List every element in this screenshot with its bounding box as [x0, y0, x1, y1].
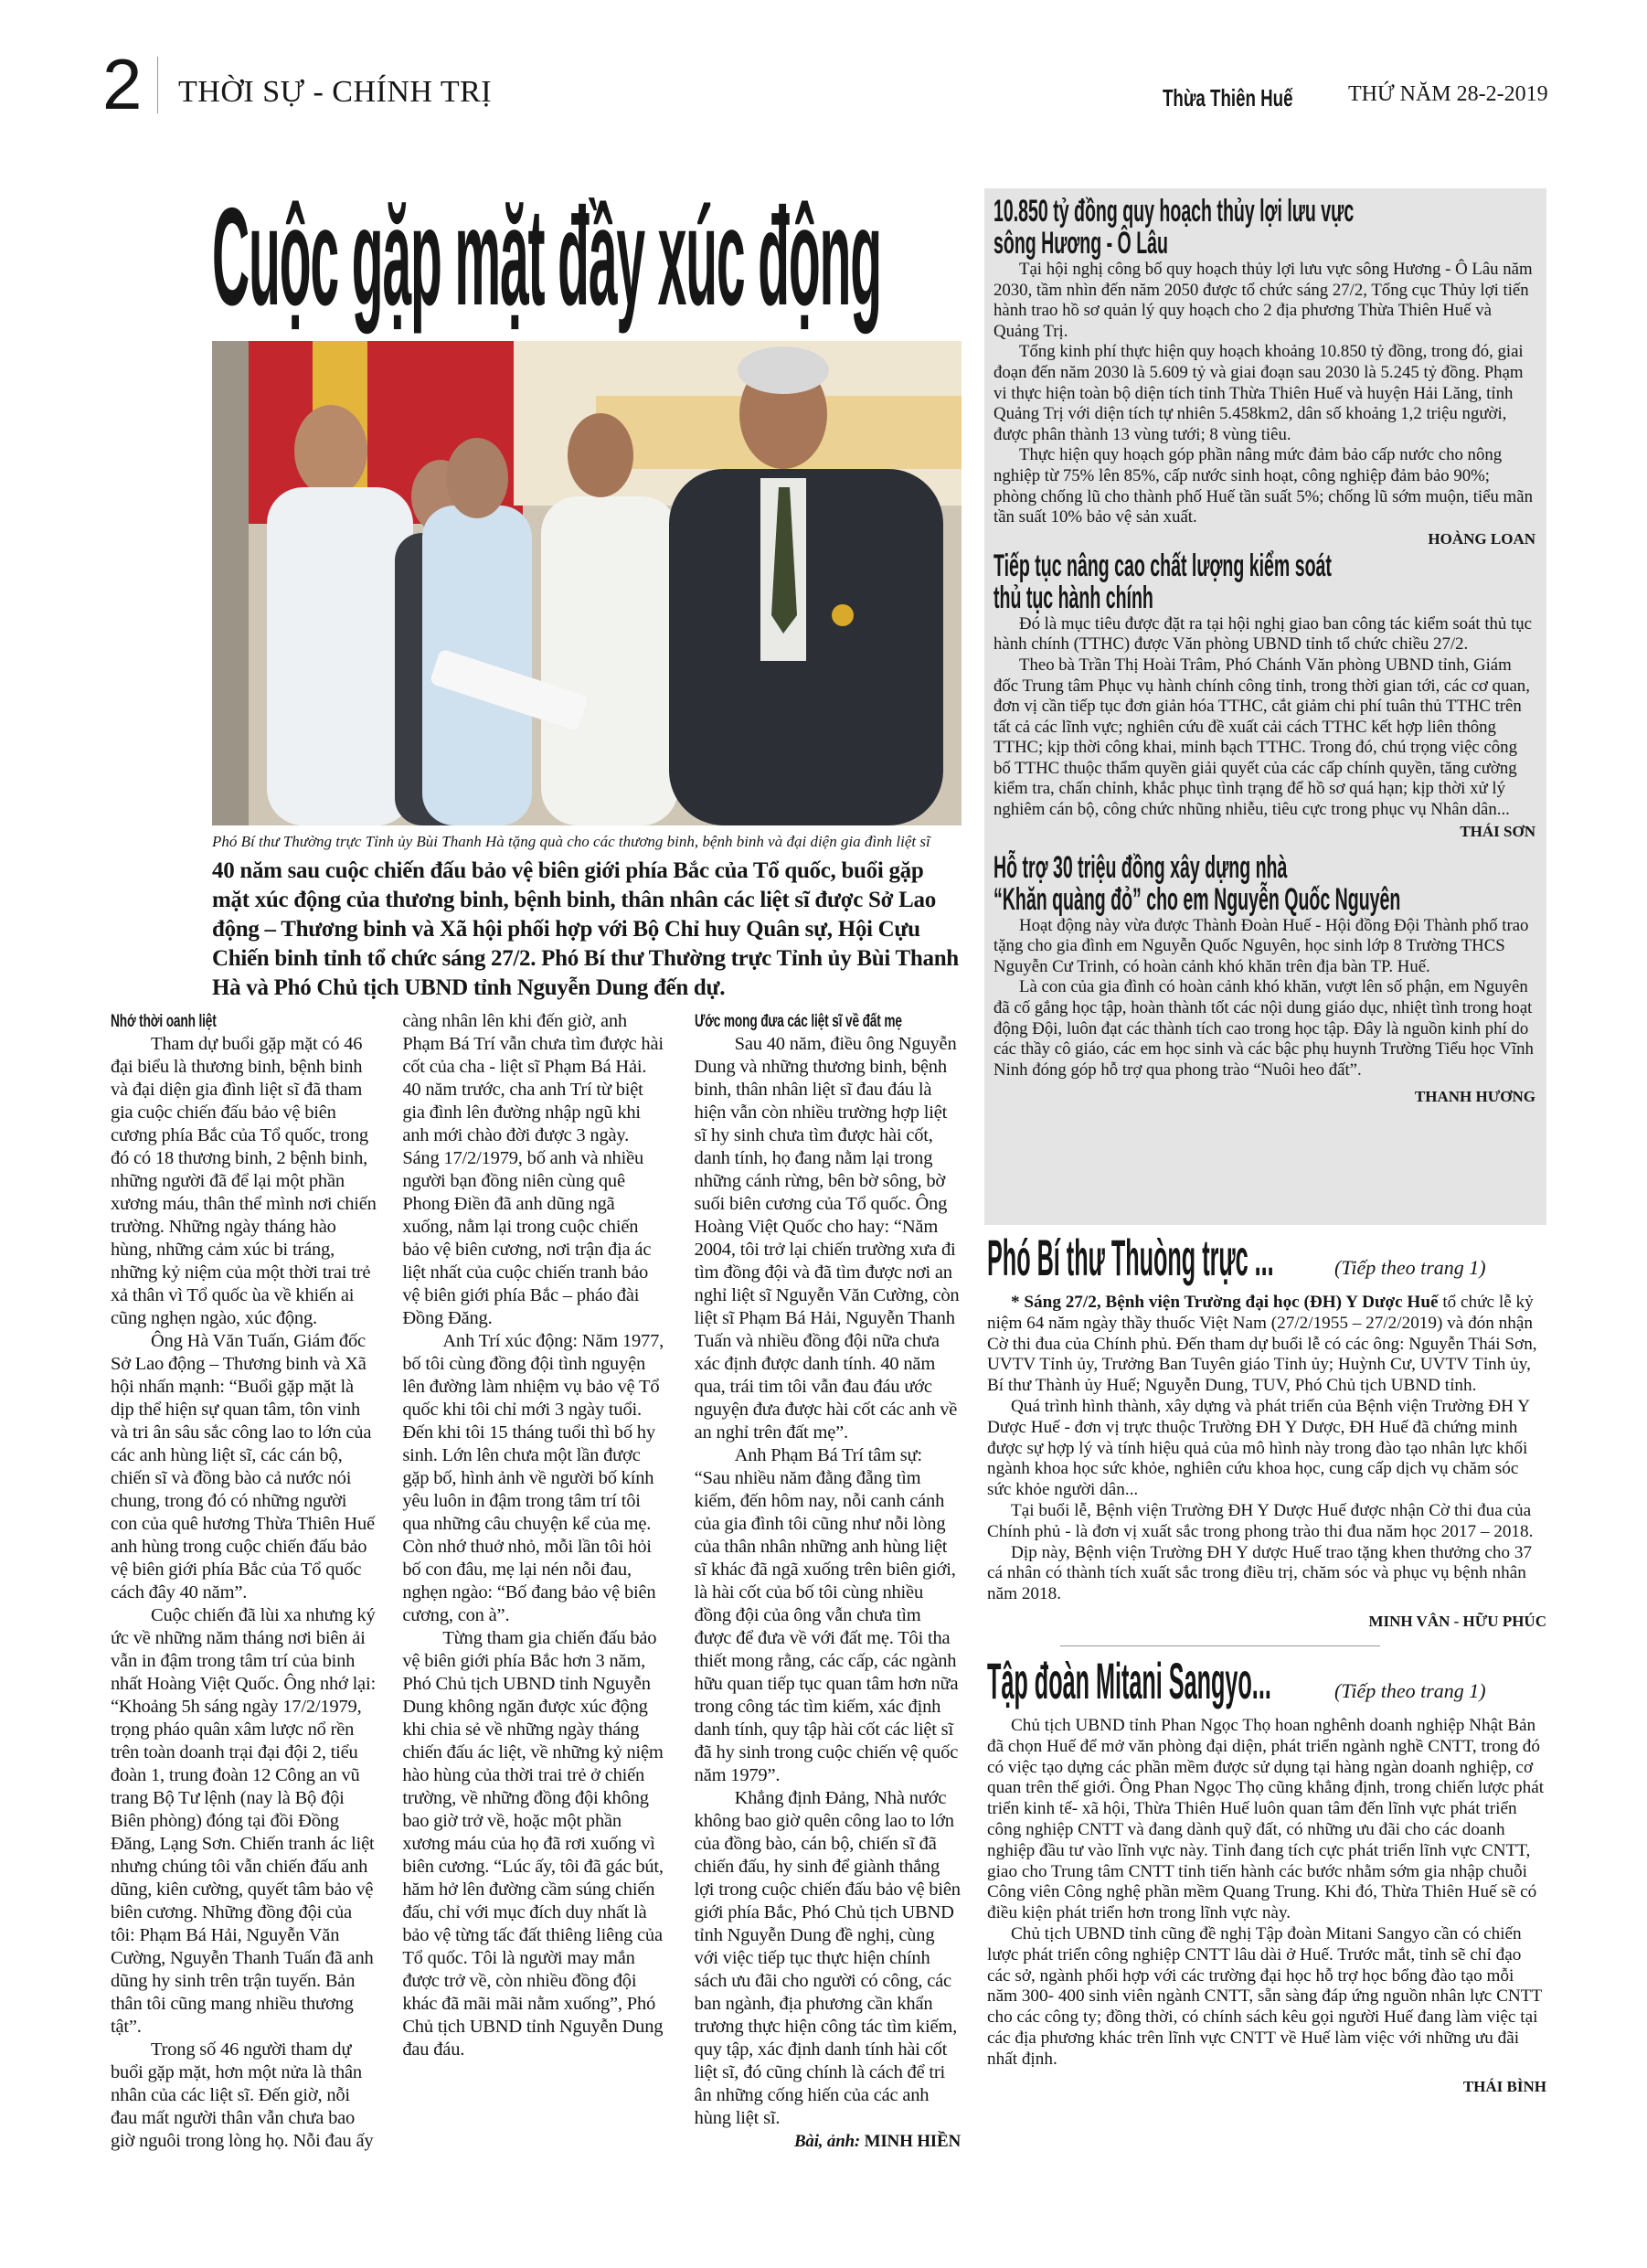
- article-byline: [695, 2130, 961, 2154]
- continued-headline: [987, 1651, 1334, 1709]
- page-number: 2: [102, 44, 143, 124]
- paragraph: Cuộc chiến đã lùi xa nhưng ký ức về những năm tháng nơi biên ải vẫn in đậm trong tâm trí của binh nhất Hoàng Việt Quốc. Ông nhớ lại: “Khoảng 5h sáng ngày 17/2/1979, trọng pháo quân xâm lược nổ rền trên toàn doanh trại đại đội 2, tiểu đoàn 1, trung đoàn 12 Công an vũ trang Bộ Tư lệnh (nay là Bộ đội Biên phòng) đóng tại đồi Đồng Đăng, Lạng Sơn. Chiến tranh ác liệt nhưng chúng tôi vẫn chiến đấu anh dũng, kiên cường, quyết tâm bảo vệ biên cương. Những đồng đội của tôi: Phạm Bá Hải, Nguyễn Văn Cường, Nguyễn Thanh Tuấn đã anh dũng hy sinh trên trận tuyến. Bản thân tôi cũng mang nhiều thương tật”.: [111, 1605, 376, 2037]
- article-body: [111, 1010, 961, 2154]
- right-column: [984, 188, 1546, 2098]
- paragraph: Anh Phạm Bá Trí tâm sự: “Sau nhiều năm đằng đẵng tìm kiếm, đến hôm nay, nỗi canh cánh của gia đình tôi cũng như nỗi lòng của thân nhân những anh hùng liệt sĩ khác đã ngã xuống trên biên giới, là hài cốt của bố tôi cùng nhiều đồng đội của ông vẫn chưa tìm được để đưa về với đất mẹ. Tôi tha thiết mong rằng, các cấp, các ngành hữu quan tiếp tục quan tâm hơn nữa trong công tác tìm kiếm, xác định danh tính, quy tập hài cốt các liệt sĩ đã hy sinh trong cuộc chiến vệ quốc năm 1979”.: [694, 1445, 959, 1785]
- byline-prefix: Bài, ảnh:: [793, 2132, 861, 2151]
- subhead-text: Nhớ thời oanh liệt: [111, 1012, 217, 1031]
- brief-title: [994, 849, 1535, 917]
- title-line: 10.850 tỷ đồng quy hoạch thủy lợi lưu vực: [994, 194, 1355, 229]
- paragraph: Hoạt động này vừa được Thành Đoàn Huế - Hội đồng Đội Thành phố trao tặng cho gia đình em Nguyễn Quốc Nguyên, học sinh lớp 8 Trường THCS Nguyễn Cư Trinh, có hoàn cảnh khó khăn trên địa bàn TP. Huế.: [994, 915, 1529, 976]
- title-line: sông Hương - Ô Lâu: [994, 226, 1168, 261]
- paragraph: Anh Trí xúc động: Năm 1977, bố tôi cùng đồng đội tình nguyện lên đường làm nhiệm vụ bảo vệ Tổ quốc khi tôi chỉ mới 3 ngày tuổi. Đến khi tôi 15 tháng tuổi thì bố hy sinh. Lớn lên chưa một lần được gặp bố, hình ảnh về người bố kính yêu luôn in đậm trong tâm trí tôi qua những câu chuyện kể của mẹ. Còn nhớ thuở nhỏ, mỗi lần tôi hỏi bố con đâu, mẹ lại nén nỗi đau, nghẹn ngào: “Bố đang bảo vệ biên cương, con à”.: [402, 1331, 664, 1625]
- subhead: [695, 1010, 961, 1033]
- photo-caption: Phó Bí thư Thường trực Tỉnh ủy Bùi Thanh Hà tặng quà cho các thương binh, bệnh binh và đại diện gia đình liệt sĩ: [212, 833, 930, 850]
- brief-author: THANH HƯƠNG: [1414, 1088, 1535, 1106]
- header-divider: [157, 57, 158, 113]
- main-article-flow: [111, 832, 965, 2154]
- continued-note: (Tiếp theo trang 1): [1334, 1256, 1486, 1279]
- continued-body: [987, 1716, 1546, 2071]
- paragraph: Dịp này, Bệnh viện Trường ĐH Y dược Huế trao tặng khen thưởng cho 37 cá nhân có thành tích xuất sắc trong điều trị, chăm sóc và phục vụ bệnh nhân năm 2018.: [987, 1542, 1533, 1604]
- brief-article: [994, 849, 1535, 1109]
- news-brief-box: [984, 188, 1546, 1225]
- paragraph: Đó là mục tiêu được đặt ra tại hội nghị giao ban công tác kiểm soát thủ tục hành chính (TTHC) được Văn phòng UBND tỉnh tổ chức chiều 27/2.: [994, 613, 1532, 655]
- lead-bold: * Sáng 27/2, Bệnh viện Trường đại học (ĐH) Y Dược Huế: [1011, 1293, 1439, 1312]
- continued-headline-text: Tập đoàn Mitani Sangyo...: [987, 1651, 1271, 1709]
- title-line: thủ tục hành chính: [994, 580, 1153, 615]
- brief-body: [994, 614, 1535, 821]
- continued-title: [987, 1651, 1546, 1709]
- continued-headline: [987, 1230, 1334, 1285]
- continued-article: [987, 1651, 1546, 2098]
- brief-author: HOÀNG LOAN: [1428, 529, 1535, 548]
- continued-note: (Tiếp theo trang 1): [1334, 1678, 1486, 1702]
- continued-body: [987, 1293, 1546, 1605]
- brief-title: [994, 196, 1535, 260]
- main-headline: Cuộc gặp mặt đầy xúc động: [212, 179, 881, 335]
- photo-illustration: [212, 341, 962, 825]
- continued-author: MINH VÂN - HỮU PHÚC: [1368, 1612, 1546, 1630]
- brief-author: THÁI SƠN: [1460, 822, 1535, 840]
- paragraph: Trong số 46 người tham dự buổi gặp mặt, hơn một nửa là thân nhân của các liệt sĩ. Đến giờ, nỗi đau mất người thân vẫn chưa bao giờ nguôi trong lòng họ. Nỗi đau ấy càng nhân lên khi đến giờ, anh Phạm Bá Trí vẫn chưa tìm được hài cốt của cha - liệt sĩ Phạm Bá Hải. 40 năm trước, cha anh Trí từ biệt gia đình lên đường nhập ngũ khi anh mới chào đời được 3 ngày. Sáng 17/2/1979, bố anh và nhiều người bạn đồng niên cùng quê Phong Điền đã anh dũng ngã xuống, nằm lại trong cuộc chiến bảo vệ biên cương, nơi trận địa ác liệt nhất của cuộc chiến tranh bảo vệ biên giới phía Bắc – pháo đài Đồng Đăng.: [111, 1011, 664, 2151]
- continued-headline-text: Phó Bí thư Thuòng trực ...: [987, 1229, 1274, 1286]
- continued-title: [987, 1230, 1546, 1285]
- paragraph: Tại buổi lễ, Bệnh viện Trường ĐH Y Dược Huế được nhận Cờ thi đua của Chính phủ - là đơn vị xuất sắc trong phong trào thi đua năm học 2017 – 2018.: [987, 1500, 1534, 1541]
- brief-body: [994, 916, 1535, 1081]
- brief-title: [994, 550, 1535, 614]
- brief-body: [994, 260, 1535, 528]
- paragraph: Tham dự buổi gặp mặt có 46 đại biểu là thương binh, bệnh binh và đại diện gia đình liệt sĩ đã tham gia cuộc chiến đấu bảo vệ biên cương phía Bắc của Tổ quốc, trong đó có 18 thương binh, 2 bệnh binh, những người đã để lại một phần xương máu, thân thể mình nơi chiến trường. Những ngày tháng hào hùng, những cảm xúc bi tráng, những kỷ niệm của một thời trai trẻ xả thân vì Tổ quốc ùa về khiến ai cũng nghẹn ngào, xúc động.: [111, 1034, 377, 1328]
- continued-article: [987, 1230, 1546, 1633]
- subhead-text: Ước mong đưa các liệt sĩ về đất mẹ: [694, 1012, 902, 1031]
- paragraph: Theo bà Trần Thị Hoài Trâm, Phó Chánh Văn phòng UBND tỉnh, Giám đốc Trung tâm Phục vụ hành chính công tỉnh, trong thời gian tới, các cơ quan, đơn vị cần tiếp tục đơn giản hóa TTHC, cắt giảm chi phí tuân thủ TTHC trên tất cả các lĩnh vực; nghiên cứu đề xuất cải cách TTHC kết hợp liên thông TTHC; kịp thời công khai, minh bạch TTHC. Trong đó, chú trọng việc công bố TTHC thuộc thẩm quyền giải quyết của các cấp chính quyền, tăng cường kiểm tra, chấn chỉnh, khắc phục tình trạng để hồ sơ quá hạn; kịp thời xử lý nghiêm cán bộ, công chức nhũng nhiễu, tiêu cực trong phục vụ Nhân dân...: [994, 655, 1530, 820]
- paragraph: Thực hiện quy hoạch góp phần nâng mức đảm bảo cấp nước cho nông nghiệp từ 75% lên 85%, cấp nước sinh hoạt, công nghiệp đảm bảo 90%; phòng chống lũ cho thành phố Huế tần suất 5%; chống lũ sớm muộn, tiểu mãn tần suất 10% bảo vệ sản xuất.: [994, 445, 1533, 527]
- paragraph: Tổng kinh phí thực hiện quy hoạch khoảng 10.850 tỷ đồng, trong đó, giai đoạn đến năm 2030 là 5.609 tỷ và giai đoạn sau 2030 là 5.245 tỷ đồng. Phạm vi thực hiện toàn bộ diện tích tỉnh Thừa Thiên Huế và huyện Hải Lăng, tỉnh Quảng Trị với diện tích tự nhiên 5.458km2, dân số khoảng 1,2 triệu người, được phân thành 13 vùng tưới; 8 vùng tiêu.: [994, 342, 1524, 444]
- title-line: “Khăn quàng đỏ” cho em Nguyễn Quốc Nguyên: [994, 881, 1401, 917]
- paragraph: Từng tham gia chiến đấu bảo vệ biên giới phía Bắc hơn 3 năm, Phó Chủ tịch UBND tỉnh Nguyễn Dung không ngăn được xúc động khi chia sẻ về những ngày tháng chiến đấu ác liệt, về những kỷ niệm hào hùng của thời trai trẻ ở chiến trường, về những đồng đội không bao giờ trở về, hoặc một phần xương máu của họ đã rơi xuống vì biên cương. “Lúc ấy, tôi đã gác bút, hăm hở lên đường cầm súng chiến đấu, chỉ với mục đích duy nhất là bảo vệ từng tấc đất thiêng liêng của Tổ quốc. Tôi là người may mắn được trở về, còn nhiều đồng đội khác đã mãi mãi nằm xuống”, Phó Chủ tịch UBND tỉnh Nguyễn Dung đau đáu.: [402, 1628, 664, 2060]
- paragraph: Quá trình hình thành, xây dựng và phát triển của Bệnh viện Trường ĐH Y Dược Huế - đơn vị trực thuộc Trường ĐH Y Dược, ĐH Huế đã chứng minh được sự hợp lý và tính hiệu quả của mô hình này trong đào tạo nhân lực khối ngành khoa học sức khỏe, nghiên cứu khoa học, cung cấp dịch vụ chăm sóc sức khỏe người dân...: [987, 1396, 1530, 1500]
- lead-text: tổ chức lễ kỷ niệm 64 năm ngày thầy thuốc Việt Nam (27/2/1955 – 27/2/2019) và đón nhận Cờ thi đua của Chính phủ. Đến tham dự buổi lễ có các ông: Nguyễn Thái Sơn, UVTV Tỉnh ủy, Trưởng Ban Tuyên giáo Tỉnh ủy; Huỳnh Cư, UVTV Tỉnh ủy, Bí thư Thành ủy Huế; Nguyễn Dung, TUV, Phó Chủ tịch UBND tỉnh.: [987, 1293, 1537, 1396]
- subhead: [111, 1010, 377, 1033]
- brief-article: [994, 550, 1535, 843]
- paragraph: Chủ tịch UBND tỉnh cũng đề nghị Tập đoàn Mitani Sangyo cần có chiến lược phát triển công nghiệp CNTT lâu dài ở Huế. Trước mắt, tỉnh sẽ chỉ đạo các sở, ngành phối hợp với các trường đại học hỗ trợ học bổng đào tạo mỗi năm 300- 400 sinh viên ngành CNTT, sẵn sàng đáp ứng nguồn nhân lực CNTT cho các công ty; đồng thời, có chính sách kêu gọi người Huế đang làm việc tại các địa phương khác trên lĩnh vực CNTT về Huế làm việc với những ưu đãi nhất định.: [987, 1923, 1542, 2069]
- section-title: THỜI SỰ - CHÍNH TRỊ: [178, 75, 493, 109]
- continued-author: THÁI BÌNH: [1462, 2077, 1546, 2095]
- paragraph: Là con của gia đình có hoàn cảnh khó khăn, vượt lên số phận, em Nguyên đã cố gắng học tập, hoàn thành tốt các nội dung giáo dục, nhiệt tình trong hoạt động Đội, luôn đạt các thành tích cao trong học tập. Đây là nguồn kinh phí do các thầy cô giáo, các em học sinh và các bậc phụ huynh Trường Tiểu học Vĩnh Ninh đóng góp hỗ trợ qua phong trào “Nuôi heo đất”.: [994, 977, 1534, 1080]
- paragraph: Sau 40 năm, điều ông Nguyễn Dung và những thương binh, bệnh binh, thân nhân liệt sĩ đau đáu là hiện vẫn còn nhiều trường hợp liệt sĩ hy sinh chưa tìm được hài cốt, danh tính, họ đang nằm lại trong những cánh rừng, bên bờ sông, bờ suối biên cương của Tổ quốc. Ông Hoàng Việt Quốc cho hay: “Năm 2004, tôi trở lại chiến trường xưa đi tìm đồng đội và đã tìm được nơi an nghỉ liệt sĩ Nguyễn Văn Cường, còn liệt sĩ Phạm Bá Hải, Nguyễn Thanh Tuấn và nhiều đồng đội nữa chưa xác định được danh tính. 40 năm qua, trái tim tôi vẫn đau đáu ước nguyện đưa được hài cốt các anh về an nghỉ trên đất mẹ”.: [694, 1034, 960, 1443]
- paragraph: Tại hội nghị công bố quy hoạch thủy lợi lưu vực sông Hương - Ô Lâu năm 2030, tầm nhìn đến năm 2050 được tổ chức sáng 27/2, Tổng cục Thủy lợi tiến hành trao hồ sơ quản lý quy hoạch cho 2 địa phương Thừa Thiên Huế và Quảng Trị.: [994, 260, 1533, 341]
- paragraph: Ông Hà Văn Tuấn, Giám đốc Sở Lao động – Thương binh và Xã hội nhấn mạnh: “Buổi gặp mặt là dịp thể hiện sự quan tâm, tôn vinh và tri ân sâu sắc công lao to lớn của các anh hùng liệt sĩ, các cán bộ, chiến sĩ và đồng bào cả nước nói chung, trong đó có những người con của quê hương Thừa Thiên Huế anh hùng trong cuộc chiến đấu bảo vệ biên giới phía Bắc của Tổ quốc cách đây 40 năm”.: [111, 1331, 375, 1603]
- paragraph: [987, 1293, 1546, 1397]
- issue-date: THỨ NĂM 28-2-2019: [1348, 82, 1548, 106]
- paragraph: Chủ tịch UBND tỉnh Phan Ngọc Thọ hoan nghênh doanh nghiệp Nhật Bản đã chọn Huế để mở văn phòng đại diện, phát triển ngành nghề CNTT, trong đó có việc tạo dựng các phần mềm được sử dụng tại hàng ngàn doanh nghiệp, cơ quan trên thế giới. Ông Phan Ngọc Thọ cũng khẳng định, trong chiến lược phát triển kinh tế- xã hội, Thừa Thiên Huế luôn quan tâm đến lĩnh vực phát triển công nghiệp CNTT và đang dành quỹ đất, có những ưu đãi cho các doanh nghiệp đầu tư vào lĩnh vực này. Tỉnh đang tích cực phát triển lĩnh vực CNTT, giao cho Trung tâm CNTT tỉnh tiến hành các bước nhằm sớm gia nhập chuỗi Công viên Công nghệ phần mềm Quang Trung. Khi đó, Thừa Thiên Huế sẽ có điều kiện phát triển hơn trong lĩnh vực này.: [987, 1715, 1545, 1923]
- paragraph: Khẳng định Đảng, Nhà nước không bao giờ quên công lao to lớn của đồng bào, cán bộ, chiến sĩ đã chiến đấu, hy sinh để giành thắng lợi trong cuộc chiến đấu bảo vệ biên giới phía Bắc, Phó Chủ tịch UBND tỉnh Nguyễn Dung đề nghị, cùng với việc tiếp tục thực hiện chính sách ưu đãi cho người có công, các ban ngành, địa phương cần khẩn trương thực hiện công tác tìm kiếm, quy tập, xác định danh tính hài cốt liệt sĩ, đó cũng chính là cách để tri ân những cống hiến của các anh hùng liệt sĩ.: [694, 1788, 961, 2128]
- brief-article: [994, 196, 1535, 550]
- article-photo: [212, 341, 962, 825]
- article-divider: [1060, 1645, 1380, 1646]
- title-line: Hỗ trợ 30 triệu đồng xây dựng nhà: [994, 849, 1288, 885]
- article-lead: 40 năm sau cuộc chiến đấu bảo vệ biên giới phía Bắc của Tổ quốc, buổi gặp mặt xúc động của thương binh, bệnh binh, thân nhân các liệt sĩ được Sở Lao động – Thương binh và Xã hội phối hợp với Bộ Chỉ huy Quân sự, Hội Cựu Chiến binh tỉnh tổ chức sáng 27/2. Phó Bí thư Thường trực Tỉnh ủy Bùi Thanh Hà và Phó Chủ tịch UBND tỉnh Nguyễn Dung đến dự.: [212, 858, 959, 1000]
- byline-name: MINH HIỀN: [864, 2132, 961, 2151]
- title-line: Tiếp tục nâng cao chất lượng kiểm soát: [994, 548, 1332, 583]
- newspaper-name: Thừa Thiên Huế: [1163, 84, 1293, 112]
